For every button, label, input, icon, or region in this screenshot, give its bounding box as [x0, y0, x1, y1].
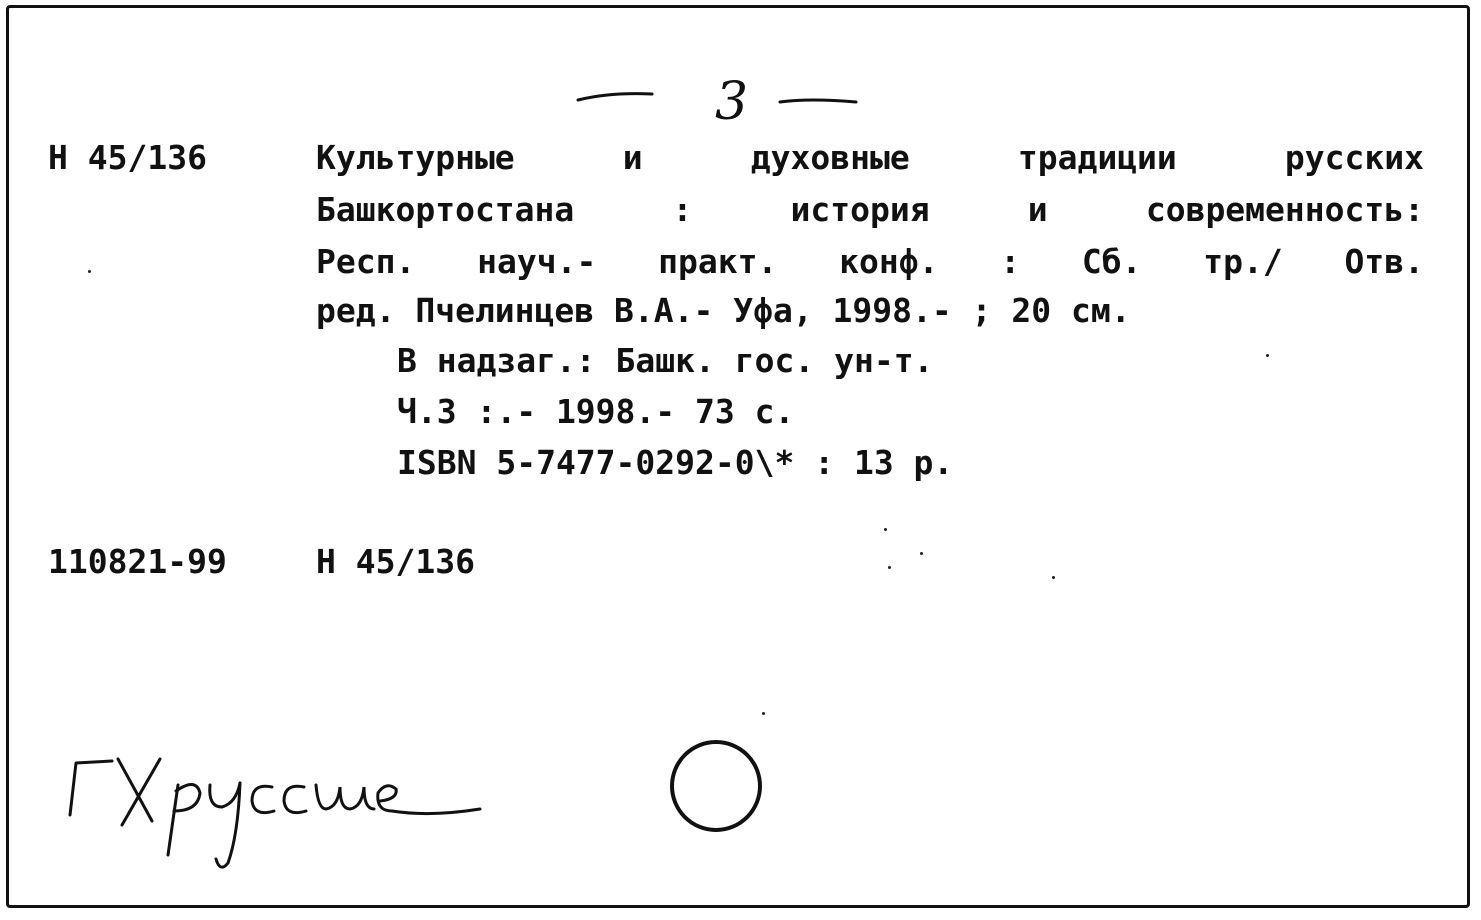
scan-speck — [762, 712, 765, 715]
scan-speck — [920, 552, 923, 555]
entry-line-2: Башкортостана : история и современность: — [316, 190, 1424, 229]
scan-speck — [888, 566, 891, 569]
entry-line-1: Культурные и духовные традиции русских — [316, 138, 1424, 177]
scan-speck — [88, 270, 91, 273]
scan-speck — [1052, 576, 1055, 579]
scan-speck — [1266, 354, 1269, 357]
accession-number: 110821-99 — [48, 542, 227, 581]
punch-hole — [666, 736, 766, 836]
entry-line-4: ред. Пчелинцев В.А.- Уфа, 1998.- ; 20 см. — [316, 291, 1131, 330]
entry-line-3: Респ. науч.- практ. конф. : Сб. тр./ Отв. — [316, 242, 1424, 281]
page-mark-number: 3 — [715, 72, 749, 132]
call-number: Н 45/136 — [48, 138, 207, 177]
handwritten-note — [60, 745, 500, 875]
footer-call-number: Н 45/136 — [316, 542, 475, 581]
note-line-1: В надзаг.: Башк. гос. ун-т. — [397, 341, 934, 380]
note-line-3: ISBN 5-7477-0292-0\* : 13 р. — [397, 443, 954, 482]
note-line-2: Ч.3 :.- 1998.- 73 с. — [397, 392, 795, 431]
scan-speck — [884, 528, 887, 531]
